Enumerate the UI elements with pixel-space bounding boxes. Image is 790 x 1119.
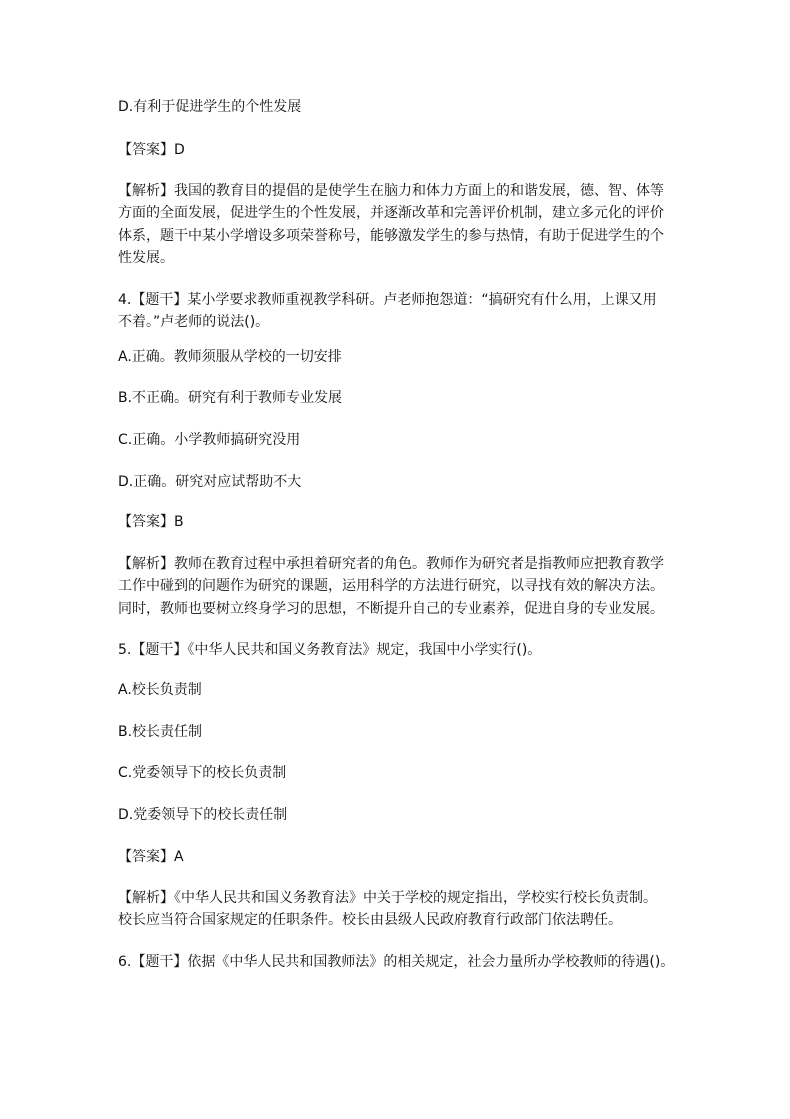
text-line: B.校长责任制	[118, 724, 203, 740]
text-line: 【答案】B	[118, 514, 184, 530]
option-paragraph	[118, 387, 790, 409]
text-line: 不着。”卢老师的说法()。	[118, 314, 270, 331]
text-line: 【解析】《中华人民共和国义务教育法》中关于学校的规定指出，学校实行校长负责制。	[118, 890, 657, 906]
text-line: 【答案】A	[118, 849, 184, 865]
text-line: 性发展。	[118, 249, 174, 266]
text-line: 5.【题干】《中华人民共和国义务教育法》规定，我国中小学实行()。	[118, 642, 542, 658]
option-paragraph	[118, 471, 790, 493]
text-line: 【解析】教师在教育过程中承担着研究者的角色。教师作为研究者是指教师应把教育教学	[118, 556, 664, 572]
answer-paragraph	[118, 846, 790, 868]
text-line: 方面的全面发展，促进学生的个性发展，并逐渐改革和完善评价机制，建立多元化的评价	[118, 205, 664, 222]
option-paragraph	[118, 96, 790, 118]
option-paragraph	[118, 679, 790, 701]
text-line: B.不正确。研究有利于教师专业发展	[118, 390, 343, 406]
text-line: D.党委领导下的校长责任制	[118, 807, 288, 823]
option-paragraph	[118, 721, 790, 743]
explanation-paragraph	[118, 887, 790, 932]
explanation-paragraph	[118, 553, 790, 620]
text-line: 校长应当符合国家规定的任职条件。校长由县级人民政府教育行政部门依法聘任。	[118, 912, 622, 929]
text-line: 4.【题干】某小学要求教师重视教学科研。卢老师抱怨道：“搞研究有什么用，上课又用	[118, 292, 657, 308]
text-line: 【解析】我国的教育目的提倡的是使学生在脑力和体力方面上的和谐发展，德、智、体等	[118, 183, 664, 199]
answer-paragraph	[118, 139, 790, 161]
explanation-paragraph	[118, 180, 790, 269]
option-paragraph	[118, 804, 790, 826]
text-line: D.正确。研究对应试帮助不大	[118, 474, 302, 490]
option-paragraph	[118, 762, 790, 784]
text-line: D.有利于促进学生的个性发展	[118, 99, 302, 115]
question-paragraph	[118, 289, 790, 334]
text-line: 同时，教师也要树立终身学习的思想，不断提升自己的专业素养，促进自身的专业发展。	[118, 600, 664, 617]
text-line: C.党委领导下的校长负责制	[118, 765, 287, 781]
option-paragraph	[118, 346, 790, 368]
text-line: C.正确。小学教师搞研究没用	[118, 432, 301, 448]
text-line: 【答案】D	[118, 142, 185, 158]
text-line: A.校长负责制	[118, 682, 202, 698]
question-paragraph	[118, 639, 790, 661]
text-line: A.正确。教师须服从学校的一切安排	[118, 349, 342, 365]
answer-paragraph	[118, 511, 790, 533]
option-paragraph	[118, 429, 790, 451]
question-paragraph	[118, 951, 790, 973]
text-line: 6.【题干】依据《中华人民共和国教师法》的相关规定，社会力量所办学校教师的待遇()。	[118, 954, 675, 970]
text-line: 工作中碰到的问题作为研究的课题，运用科学的方法进行研究，以寻找有效的解决方法。	[118, 578, 664, 595]
text-line: 体系，题干中某小学增设多项荣誉称号，能够激发学生的参与热情，有助于促进学生的个	[118, 227, 664, 244]
